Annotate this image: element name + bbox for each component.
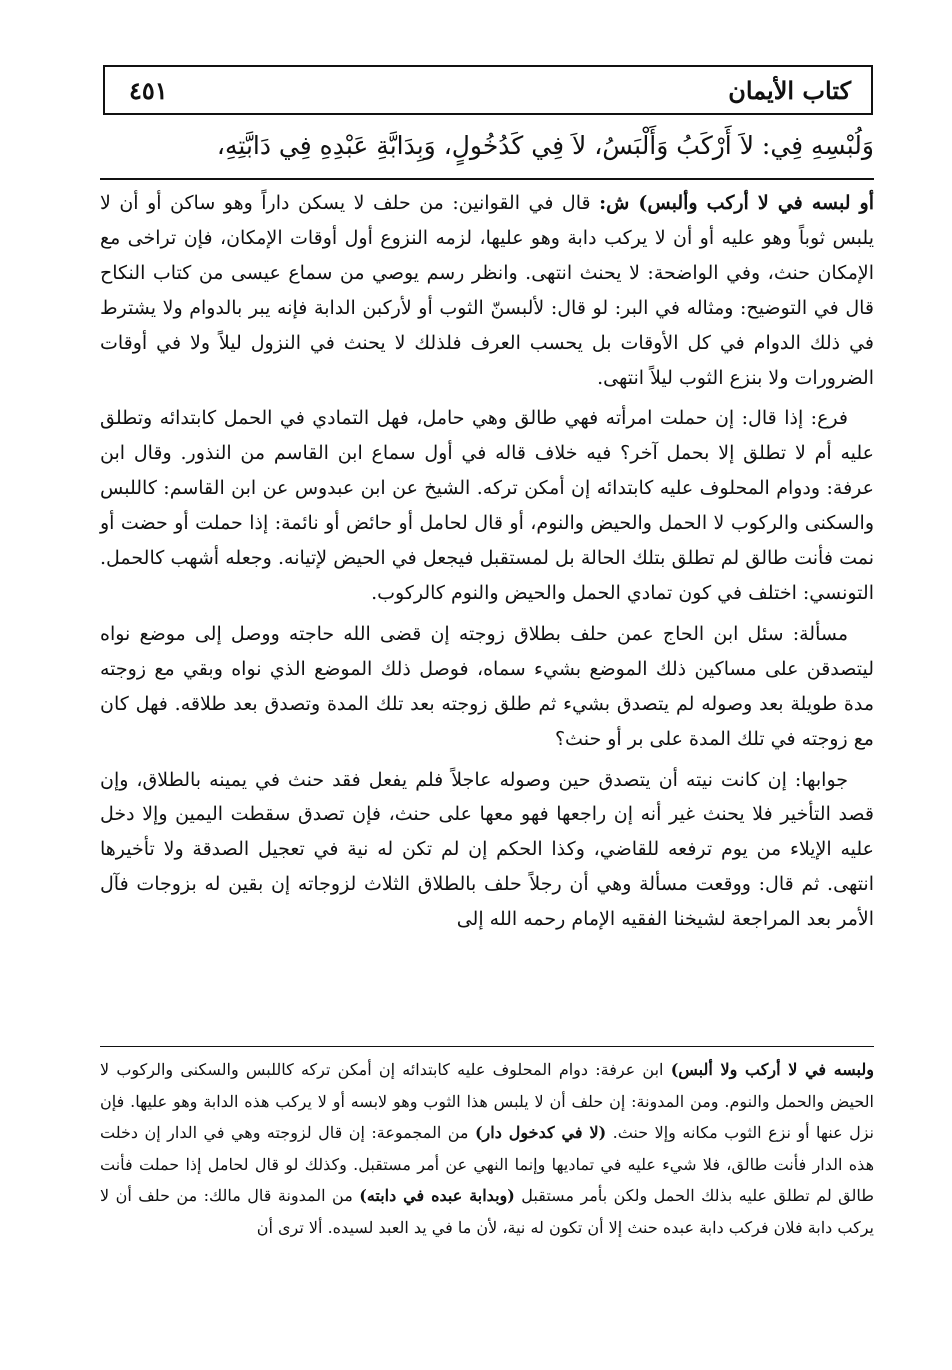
commentary-paragraph-3: مسألة: سئل ابن الحاج عمن حلف بطلاق زوجته إن قضى الله حاجته ووصل إلى موضع نواه ليتصدقن على مساكين ذلك الموضع بشيء سماه، فوصل ذلك الموضع الذي نواه وبقي مع زوجته مدة طويلة بعد وصوله لم يتصدق بشيء ثم طلق زوجته بعد تلك المدة وتصدق بعد طلاقه. فهل كان مع زوجته في تلك المدة على بر أو حنث؟ [100,622,874,750]
footnote-divider [100,1046,874,1047]
commentary-lemma-1: أو لبسه في لا أركب وألبس) ش: [599,192,875,214]
footnote-text-3: من المدونة قال مالك: من حلف أن لا يركب دابة فلان فركب دابة عبده حنث إلا أن تكون له نية، لأن ما في يد العبد لسيده. ألا ترى أن [100,1186,874,1237]
page-number: ٤٥١ [129,75,168,105]
commentary-block [100,186,874,937]
commentary-paragraph-2: فرع: إذا قال: إن حملت امرأته فهي طالق وهي حامل، فهل التمادي في الحمل كابتدائه وتطلق عليه أم لا تطلق إلا بحمل آخر؟ فيه خلاف قاله في أول سماع ابن القاسم من النذور. وقال ابن عرفة: ودوام المحلوف عليه كابتدائه إن أمكن تركه. الشيخ عن ابن عبدوس عن ابن القاسم: كاللبس والسكنى والركوب لا الحمل والحيض والنوم، أو قال لحامل أو حائض أو نائمة: إذا حملت أو حضت أو نمت فأنت طالق لم تطلق بتلك الحالة بل لمستقبل فيجعل في الحيض لإتيانه. وجعله أشهب كالحمل. التونسي: اختلف في كون تمادي الحمل والحيض والنوم كالركوب. [100,407,874,604]
matn-divider [100,178,874,180]
running-header [103,65,873,115]
commentary-paragraph-4: جوابها: إن كانت نيته أن يتصدق حين وصوله عاجلاً فلم يفعل فقد حنث في يمينه بالطلاق، وإن قصد التأخير فلا يحنث غير أنه إن راجعها فهو معها على حنث، فإن تصدق سقطت اليمين وإلا دخل عليه الإيلاء من يوم ترفعه للقاضي، وكذا الحكم إن لم تكن له نية في تعجيل الصدقة ولا تأخيرها انتهى. ثم قال: ووقعت مسألة وهي أن رجلاً حلف بالطلاق الثلاث لزوجاته إن بقين له بزوجات فآل الأمر بعد المراجعة لشيخنا الفقيه الإمام رحمه الله إلى [100,768,874,931]
footnote-paragraph [100,1054,874,1243]
chapter-title: كتاب الأيمان [728,75,851,105]
matn-line: وَلُبْسِهِ فِي: لاَ أَرْكَبُ وَأَلْبَسُ، لاَ فِي كَدُخُولٍ، وَبِدَابَّةِ عَبْدِهِ فِي دَابَّتِهِ، [216,131,874,160]
footnote-lemma-1: ولبسه في لا أركب ولا ألبس) [670,1060,874,1079]
footnote-text-2: من المجموعة: إن قال لزوجته وهي في الدار إن دخلت هذه الدار فأنت طالق، فلا شيء عليه في تماديها وإنما النهي عن أمر مستقبل. وكذلك لو قال لحامل إذا حملت فأنت طالق لم تطلق عليه بذلك الحمل ولكن بأمر مستقبل [100,1123,875,1205]
footnote-text-1: ابن عرفة: دوام المحلوف عليه كابتدائه إن أمكن تركه كاللبس والسكنى والركوب لا الحيض والحمل والنوم. ومن المدونة: إن حلف أن لا يلبس هذا الثوب وهو لابسه أو لا يركب هذه الدابة وهو عليها. فإن نزل عنها أو نزع الثوب مكانه وإلا حنث. [100,1060,874,1142]
commentary-paragraph-1 [100,186,874,395]
footnote-lemma-2: (لا في كدخول دار) [474,1123,607,1142]
footnote-block [100,1054,874,1243]
commentary-text-1: قال في القوانين: من حلف لا يسكن داراً وهو ساكن أو أن لا يلبس ثوباً وهو عليه أو أن لا يركب دابة وهو عليها، لزمه النزوع أول أوقات الإمكان، فإن تراخى مع الإمكان حنث، وفي الواضحة: لا يحنث انتهى. وانظر رسم يوصي من سماع عيسى من كتاب النكاح قال في التوضيح: ومثاله في البر: لو قال: لألبسنّ الثوب أو لأركبن الدابة فإنه يبر بالدوام ولا يشترط في ذلك الدوام في كل الأوقات بل يحسب العرف فلذلك لا يحنث في النزول ليلاً ولا في أوقات الضرورات ولا بنزع الثوب ليلاً انتهى. [100,192,874,389]
footnote-lemma-3: (وبدابة عبده في دابته) [359,1186,515,1205]
